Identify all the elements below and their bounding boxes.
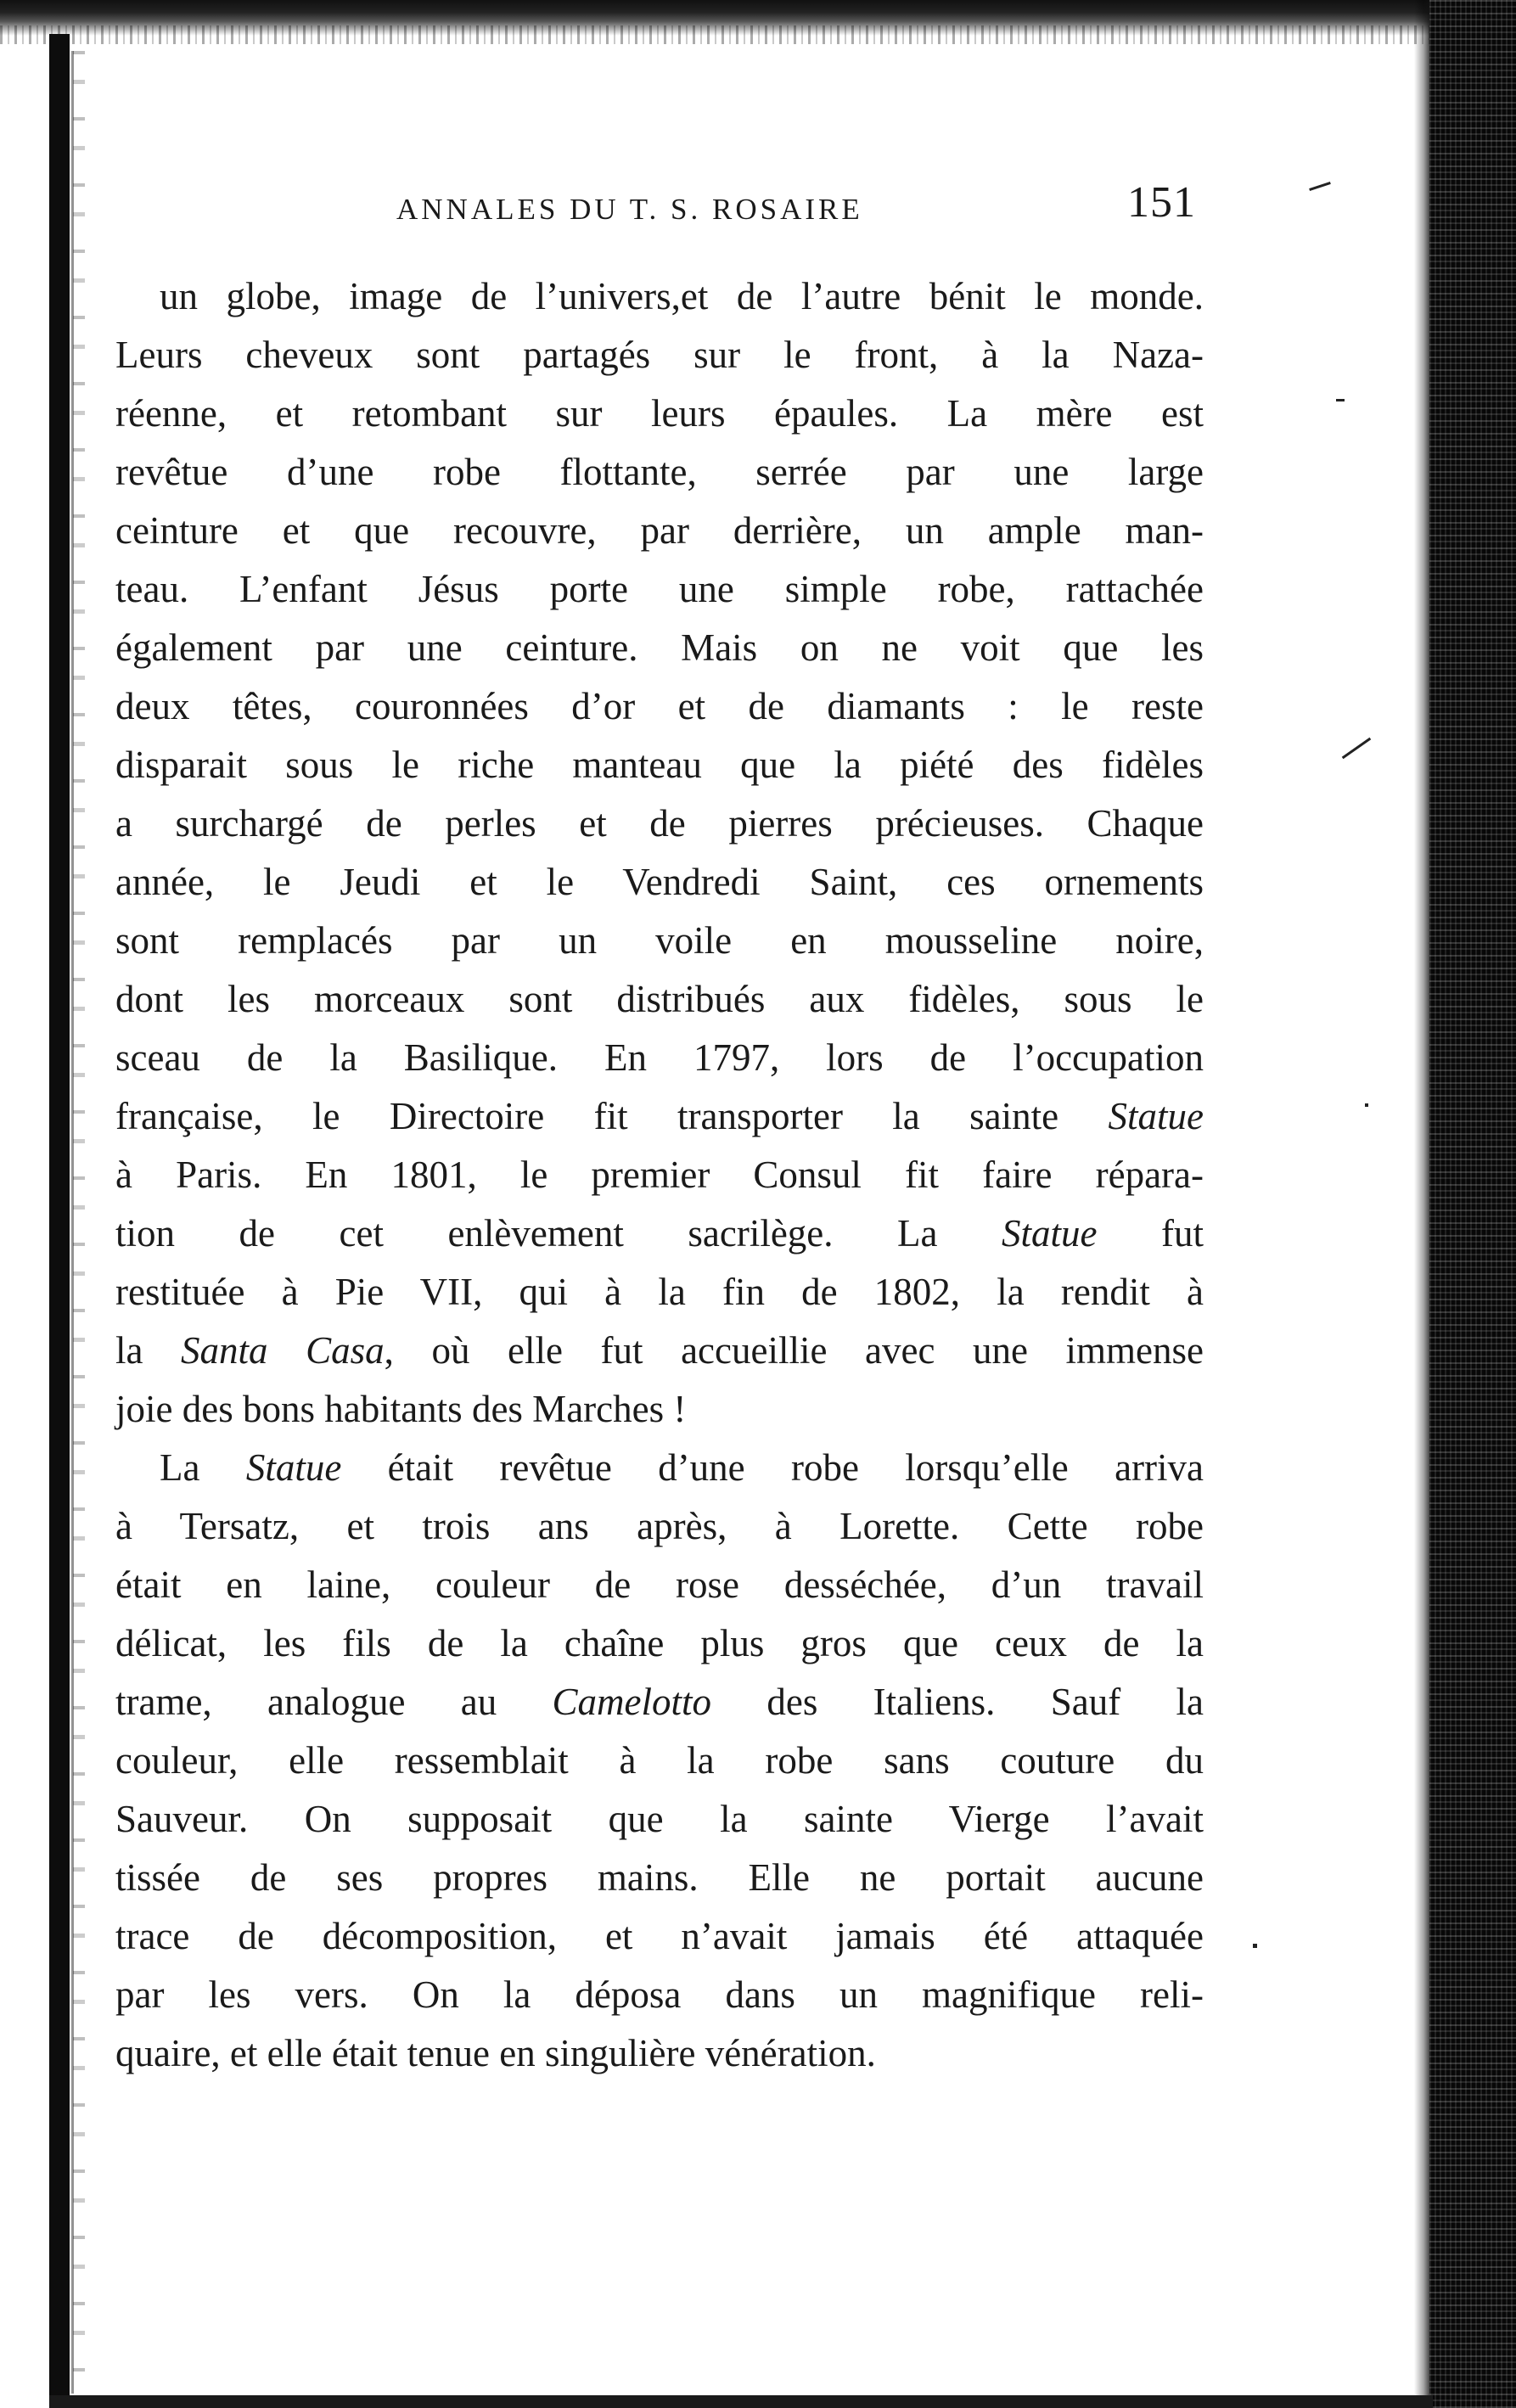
text-run: ceinture et que recouvre, par derrière, un ample man- [115, 509, 1204, 552]
running-header [115, 174, 1204, 267]
text-run: revêtue d’une robe flottante, serrée par une large [115, 451, 1204, 493]
text-run: à Tersatz, et trois ans après, à Lorette. Cette robe [115, 1505, 1204, 1547]
text-run: trame, analogue au [115, 1681, 553, 1723]
text-run: , où elle fut accueillie avec une immense [384, 1329, 1204, 1372]
text-run: La [160, 1446, 246, 1489]
text-run: la [115, 1329, 182, 1372]
italic-term: Santa Casa [181, 1329, 385, 1372]
scan-stray-mark [1365, 1103, 1368, 1107]
text-line [115, 267, 1204, 326]
text-run: réenne, et retombant sur leurs épaules. La mère est [115, 392, 1204, 435]
scan-left-speckles [73, 51, 85, 2394]
text-run: sont remplacés par un voile en mousseline noire, [115, 919, 1204, 962]
text-run: restituée à Pie VII, qui à la fin de 1802, la rendit à [115, 1271, 1204, 1313]
text-run: était en laine, couleur de rose desséchée, d’un travail [115, 1563, 1204, 1606]
text-line [115, 736, 1204, 794]
text-run: Leurs cheveux sont partagés sur le front, à la Naza- [115, 334, 1204, 376]
italic-term: Statue [1108, 1095, 1204, 1137]
italic-term: Statue [1002, 1212, 1098, 1255]
text-line [115, 1907, 1204, 1966]
text-run: par les vers. On la déposa dans un magnifique reli- [115, 1973, 1204, 2016]
text-line [115, 1146, 1204, 1204]
text-run: dont les morceaux sont distribués aux fidèles, sous le [115, 978, 1204, 1020]
text-line [115, 1614, 1204, 1673]
text-line [115, 1029, 1204, 1087]
text-line [115, 1263, 1204, 1322]
text-line [115, 1966, 1204, 2024]
paragraph-statue-robe [115, 1439, 1204, 2083]
text-line [115, 1732, 1204, 1790]
text-run: tissée de ses propres mains. Elle ne portait aucune [115, 1856, 1204, 1899]
text-run: sceau de la Basilique. En 1797, lors de l’occupation [115, 1036, 1204, 1079]
text-line [115, 384, 1204, 443]
text-run: disparait sous le riche manteau que la piété des fidèles [115, 744, 1204, 786]
text-run: délicat, les fils de la chaîne plus gros que ceux de la [115, 1622, 1204, 1664]
scan-left-border [49, 34, 70, 2398]
text-line [115, 853, 1204, 912]
text-line [115, 1849, 1204, 1907]
text-run: année, le Jeudi et le Vendredi Saint, ces ornements [115, 861, 1204, 903]
text-line [115, 2024, 1204, 2083]
text-line [115, 1790, 1204, 1849]
text-line [115, 443, 1204, 502]
text-line [115, 1497, 1204, 1556]
text-line [115, 1322, 1204, 1380]
page-number: 151 [1127, 178, 1196, 227]
scan-stray-mark [1336, 399, 1345, 401]
text-run: a surchargé de perles et de pierres précieuses. Chaque [115, 802, 1204, 845]
text-line [115, 1439, 1204, 1497]
text-run: Sauveur. On supposait que la sainte Vierge l’avait [115, 1798, 1204, 1840]
text-line [115, 502, 1204, 560]
text-run: un globe, image de l’univers,et de l’autre bénit le monde. [160, 275, 1204, 317]
scan-top-speckle [0, 25, 1516, 44]
text-line [115, 1087, 1204, 1146]
text-run: des Italiens. Sauf la [711, 1681, 1204, 1723]
text-run: joie des bons habitants des Marches ! [115, 1388, 687, 1430]
running-title: ANNALES DU T. S. ROSAIRE [396, 193, 863, 226]
italic-term: Camelotto [552, 1681, 712, 1723]
text-run: également par une ceinture. Mais on ne voit que les [115, 626, 1204, 669]
text-run: teau. L’enfant Jésus porte une simple robe, rattachée [115, 568, 1204, 610]
text-line [115, 970, 1204, 1029]
text-run: couleur, elle ressemblait à la robe sans couture du [115, 1739, 1204, 1782]
text-line [115, 677, 1204, 736]
paragraph-statue-description [115, 267, 1204, 1439]
scan-stray-mark [1253, 1944, 1257, 1948]
italic-term: Statue [245, 1446, 342, 1489]
text-line [115, 619, 1204, 677]
text-run: trace de décomposition, et n’avait jamais été attaquée [115, 1915, 1204, 1957]
text-line [115, 912, 1204, 970]
text-run: était revêtue d’une robe lorsqu’elle arriva [341, 1446, 1204, 1489]
text-run: à Paris. En 1801, le premier Consul fit faire répara- [115, 1153, 1204, 1196]
text-line [115, 794, 1204, 853]
text-run: tion de cet enlèvement sacrilège. La [115, 1212, 1002, 1255]
scan-stray-mark [1342, 738, 1371, 759]
scan-stray-mark [1309, 182, 1331, 191]
text-run: française, le Directoire fit transporter la sainte [115, 1095, 1109, 1137]
text-run: fut [1097, 1212, 1204, 1255]
text-line [115, 326, 1204, 384]
scan-bottom-edge [49, 2395, 1433, 2408]
text-line [115, 1380, 1204, 1439]
text-run: deux têtes, couronnées d’or et de diamants : le reste [115, 685, 1204, 727]
scan-right-border [1429, 0, 1516, 2408]
text-line [115, 560, 1204, 619]
text-line [115, 1556, 1204, 1614]
page-text [115, 174, 1204, 2083]
text-line [115, 1673, 1204, 1732]
text-run: quaire, et elle était tenue en singulière vénération. [115, 2032, 876, 2074]
text-line [115, 1204, 1204, 1263]
